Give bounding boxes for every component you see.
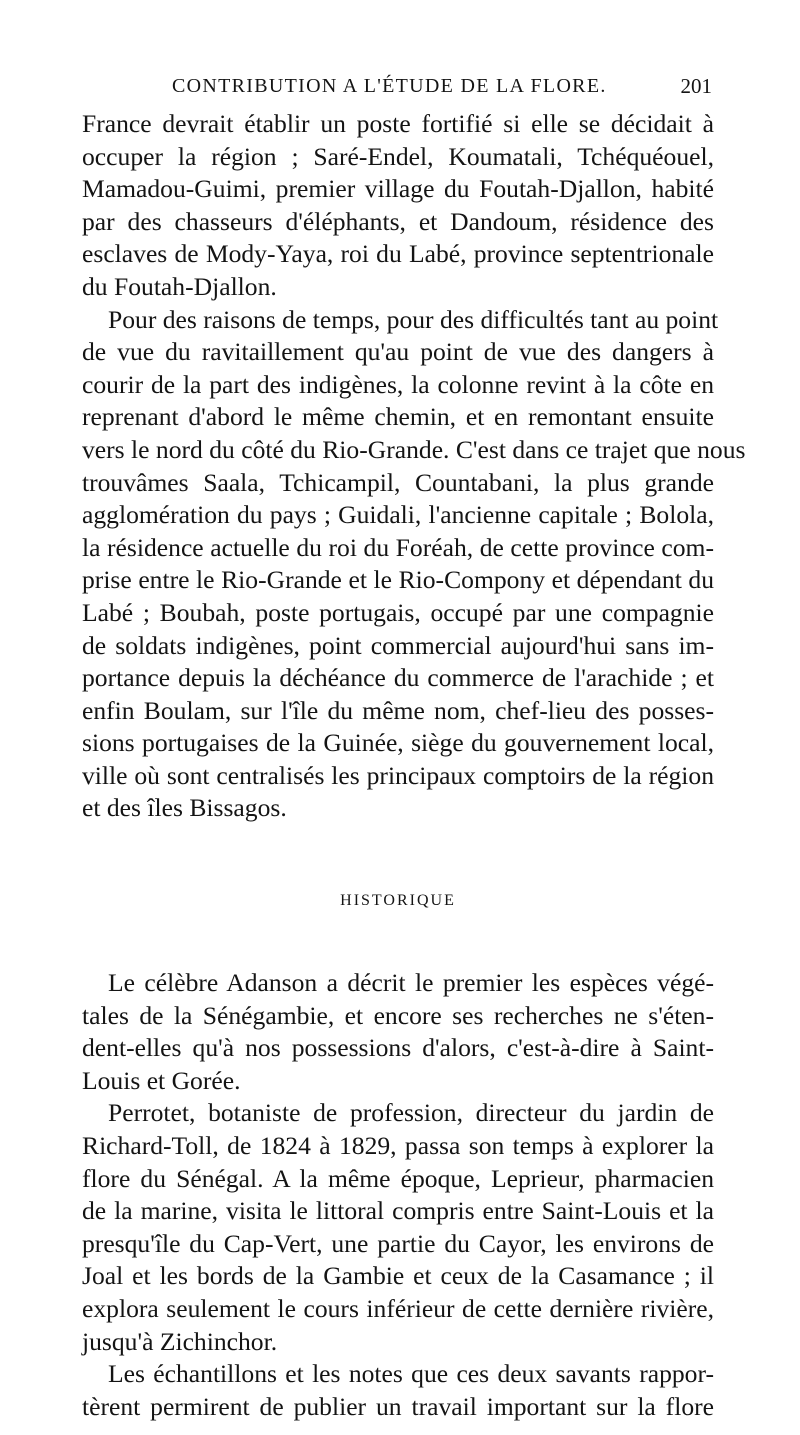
text-line: Les échantillons et les notes que ces deux savants rappor- [108,1359,714,1389]
text-line: du Foutah-Djallon. [82,271,277,301]
text-line: jusqu'à Zichinchor. [82,1326,278,1356]
text-line: agglomération du pays ; Guidali, l'ancienne capitale ; Bolola, [82,500,714,530]
bottom-paragraphs [82,967,714,1423]
text-line: flore du Sénégal. A la même époque, Leprieur, pharmacien [82,1163,714,1193]
paragraph-p4 [82,1097,714,1358]
text-line: vers le nord du côté du Rio-Grande. C'est dans ce trajet que nous [82,434,746,464]
text-line: esclaves de Mody-Yaya, roi du Labé, province septentrionale [82,239,714,269]
text-line: de soldats indigènes, point commercial aujourd'hui sans im- [82,630,714,660]
text-line: Labé ; Boubah, poste portugais, occupé par une compagnie [82,597,714,627]
text-line: Joal et les bords de la Gambie et ceux de la Casamance ; il [82,1261,714,1291]
text-line: Richard-Toll, de 1824 à 1829, passa son temps à explorer la [82,1131,714,1161]
paragraph-p3 [82,967,714,1097]
page-body [82,108,746,1423]
paragraph-p5 [82,1358,714,1423]
text-line: France devrait établir un poste fortifié si elle se décidait à [82,109,714,138]
page-number: 201 [680,74,712,98]
text-line: la résidence actuelle du roi du Foréah, de cette province com- [82,532,714,562]
text-line: tèrent permirent de publier un travail important sur la flore [82,1391,714,1421]
text-line: reprenant d'abord le même chemin, et en remontant ensuite [82,402,714,432]
paragraph-p1 [82,108,714,304]
text-line: trouvâmes Saala, Tchicampil, Countabani, la plus grande [82,467,714,497]
text-line: Mamadou-Guimi, premier village du Foutah-Djallon, habité [82,174,714,204]
running-header [172,66,712,106]
text-line: Perrotet, botaniste de profession, directeur du jardin de [108,1098,714,1128]
text-line: et des îles Bissagos. [82,793,287,823]
text-line: Louis et Gorée. [82,1065,241,1095]
text-line: courir de la part des indigènes, la colonne revint à la côte en [82,369,714,399]
text-line: sions portugaises de la Guinée, siège du gouvernement local, [82,728,714,758]
text-line: de la marine, visita le littoral compris entre Saint-Louis et la [82,1196,714,1226]
paragraph-p2 [82,304,746,826]
text-line: enfin Boulam, sur l'île du même nom, chef-lieu des posses- [82,695,714,725]
text-line: prise entre le Rio-Grande et le Rio-Compony et dépendant du [82,565,714,595]
text-line: de vue du ravitaillement qu'au point de vue des dangers à [82,337,714,367]
text-line: Le célèbre Adanson a décrit le premier les espèces végé- [108,968,714,998]
section-heading: HISTORIQUE [340,892,456,910]
text-line: tales de la Sénégambie, et encore ses recherches ne s'éten- [82,1000,714,1030]
text-line: dent-elles qu'à nos possessions d'alors, c'est-à-dire à Saint- [82,1033,714,1063]
running-title: CONTRIBUTION A L'ÉTUDE DE LA FLORE. [172,75,607,97]
top-paragraphs [82,108,746,825]
text-line: Pour des raisons de temps, pour des difficultés tant au point [108,304,719,334]
text-line: occuper la région ; Saré-Endel, Koumatali, Tchéquéouel, [82,141,714,171]
text-line: ville où sont centralisés les principaux comptoirs de la région [82,760,714,790]
text-line: portance depuis la déchéance du commerce de l'arachide ; et [82,663,714,693]
text-line: explora seulement le cours inférieur de cette dernière rivière, [82,1294,714,1323]
text-line: presqu'île du Cap-Vert, une partie du Cayor, les environs de [82,1228,714,1258]
text-line: par des chasseurs d'éléphants, et Dandoum, résidence des [82,206,714,236]
